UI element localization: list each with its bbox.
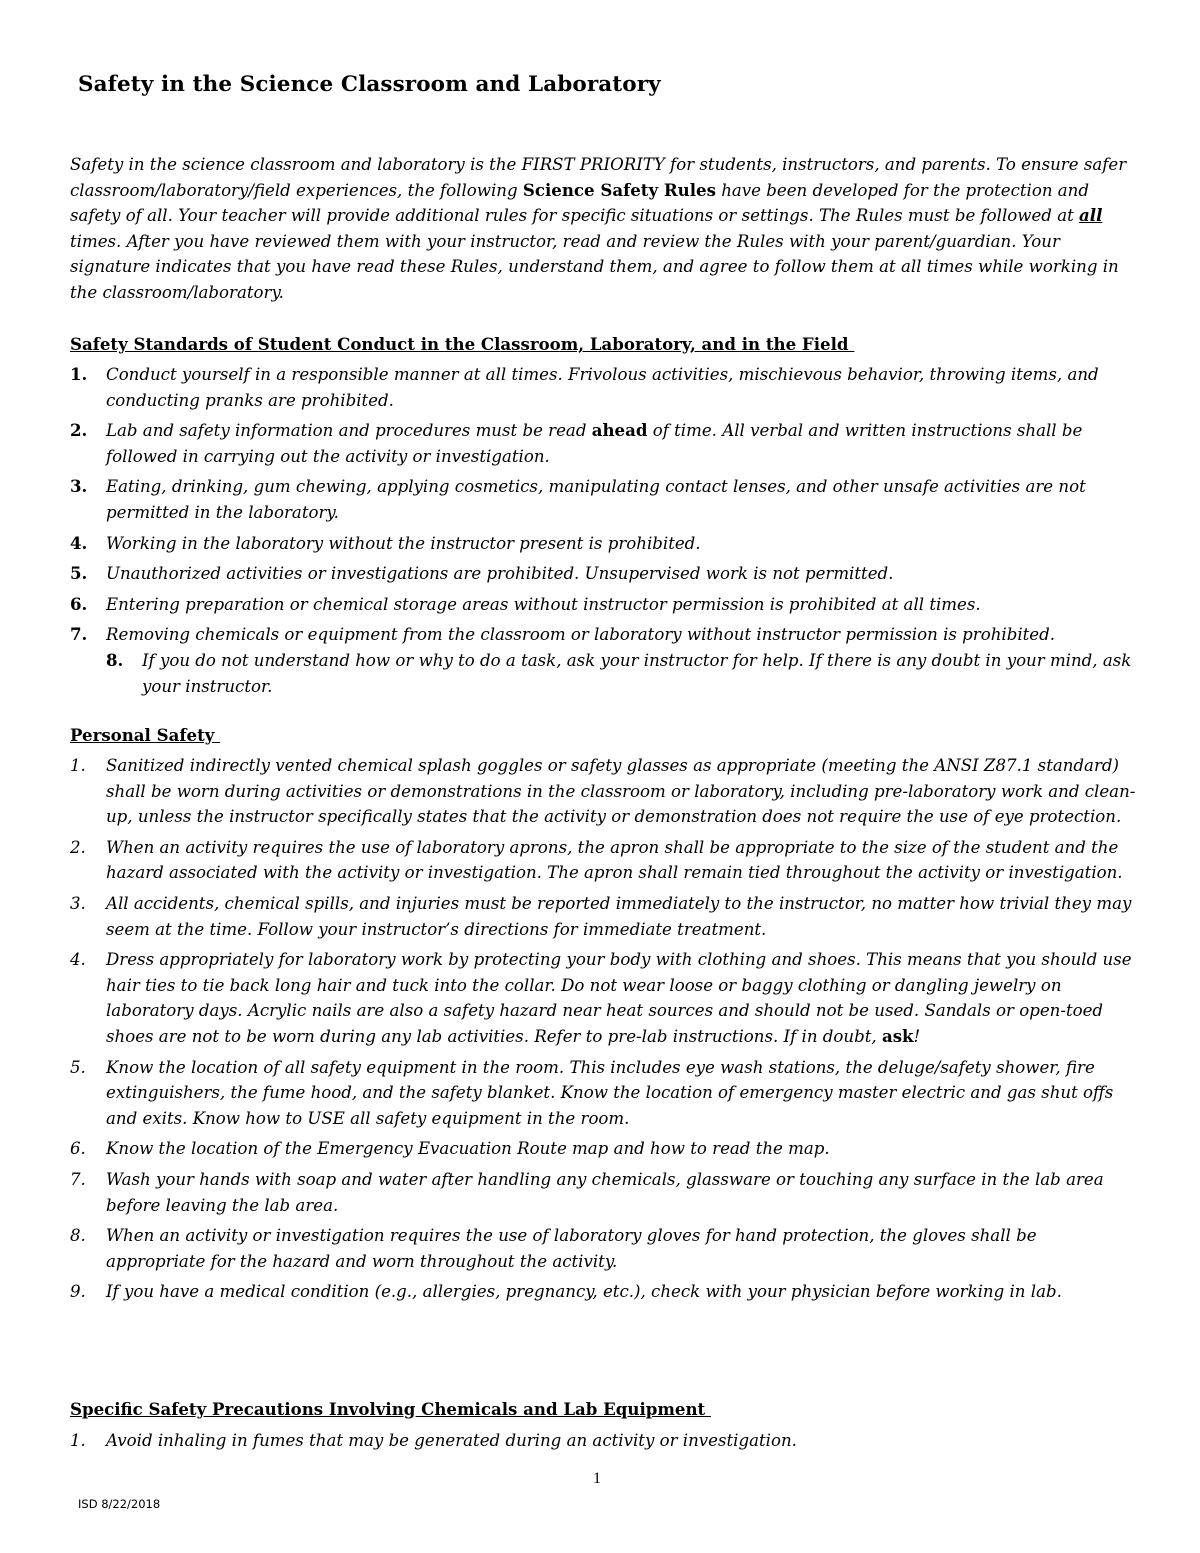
list-item-number: 3. xyxy=(70,476,88,497)
list-item-number: 2. xyxy=(70,837,86,857)
list-item-text: All accidents, chemical spills, and injuries must be reported immediately to the instructor, no matter how trivial they may seem at the time. Follow your instructor’s directions for immediate treatment. xyxy=(106,893,1132,939)
list-item xyxy=(70,474,1140,525)
list-item-text: Sanitized indirectly vented chemical splash goggles or safety glasses as appropriate (meeting the ANSI Z87.1 standard) shall be worn during activities or demonstrations in the classroom or laboratory, including pre-laboratory work and clean-up, unless the instructor specifically states that the activity or demonstration does not require the use of eye protection. xyxy=(106,756,1136,827)
list-item-number: 7. xyxy=(70,624,88,645)
list-item xyxy=(70,592,1140,618)
intro-text-3: times. After you have reviewed them with your instructor, read and review the Rules with your parent/guardian. Your signature indicates that you have read these Rules, understand them, and agree to follow them at all times while working in the classroom/laboratory. xyxy=(70,231,1119,302)
list-item-number: 3. xyxy=(70,893,86,913)
list-item-text: Unauthorized activities or investigations are prohibited. Unsupervised work is not permitted. xyxy=(106,564,894,584)
list-item xyxy=(70,531,1140,557)
list-item xyxy=(70,362,1140,413)
list-item-text: Know the location of all safety equipment in the room. This includes eye wash stations, the deluge/safety shower, fire extinguishers, the fume hood, and the safety blanket. Know the location of emergency master electric and gas shut offs and exits. Know how to USE all safety equipment in the room. xyxy=(106,1057,1114,1128)
personal-safety-list xyxy=(70,753,1140,1310)
list-item-text: Removing chemicals or equipment from the classroom or laboratory without instructor permission is prohibited. xyxy=(106,625,1056,645)
list-item-text: Lab and safety information and procedures must be read xyxy=(106,421,592,441)
list-item-text: ! xyxy=(913,1026,921,1046)
list-item-number: 1. xyxy=(70,756,86,775)
list-item xyxy=(70,1167,1140,1218)
list-item-text: Working in the laboratory without the instructor present is prohibited. xyxy=(106,533,701,553)
list-item-text: If you do not understand how or why to do a task, ask your instructor for help. If there is any doubt in your mind, ask your instructor. xyxy=(142,650,1132,696)
chemical-precautions-list xyxy=(70,1428,1140,1459)
list-item-number: 1. xyxy=(70,364,88,384)
list-item-bold-ahead: ahead xyxy=(591,420,648,441)
list-item-text: Conduct yourself in a responsible manner at all times. Frivolous activities, mischievous behavior, throwing items, and conducting pranks are prohibited. xyxy=(106,365,1099,410)
list-item-text: of time. All verbal and written instructions shall be followed in carrying out the activity or investigation. xyxy=(106,421,1083,466)
section-heading-chemicals-equipment: Specific Safety Precautions Involving Chemicals and Lab Equipment xyxy=(70,1399,711,1419)
list-item xyxy=(70,1428,1140,1454)
list-item-text: Know the location of the Emergency Evacuation Route map and how to read the map. xyxy=(106,1139,830,1159)
list-item-text: Wash your hands with soap and water after handling any chemicals, glassware or touching any surface in the lab area before leaving the lab area. xyxy=(106,1169,1104,1215)
list-item xyxy=(70,1136,1140,1162)
list-item-number: 1. xyxy=(70,1431,86,1450)
list-item xyxy=(70,1055,1140,1132)
list-item xyxy=(70,622,1140,648)
conduct-rules-list xyxy=(70,362,1140,704)
list-item-number: 2. xyxy=(70,420,88,441)
intro-all-emphasis: all xyxy=(1079,205,1103,226)
list-item-text: Avoid inhaling in fumes that may be generated during an activity or investigation. xyxy=(106,1431,797,1450)
list-item-text: If you have a medical condition (e.g., allergies, pregnancy, etc.), check with your physician before working in lab. xyxy=(106,1282,1062,1302)
list-item xyxy=(70,561,1140,587)
list-item xyxy=(70,1223,1140,1274)
list-item-text: Entering preparation or chemical storage areas without instructor permission is prohibited at all times. xyxy=(106,594,981,614)
list-item-number: 9. xyxy=(70,1282,86,1302)
list-item-number: 8. xyxy=(70,1226,86,1246)
list-item-number: 4. xyxy=(70,532,88,553)
page-number: 1 xyxy=(593,1470,601,1487)
list-item xyxy=(70,947,1140,1049)
intro-paragraph xyxy=(70,152,1140,306)
footer-date: ISD 8/22/2018 xyxy=(78,1497,161,1511)
intro-bold-rules: Science Safety Rules xyxy=(522,179,716,200)
intro-text-1: Safety in the science classroom and laboratory is the FIRST PRIORITY for students, instructors, and parents. To ensure safer classroom/laboratory/field experiences, the following xyxy=(70,155,1127,200)
list-item-number: 4. xyxy=(70,950,86,970)
list-item xyxy=(70,835,1140,886)
list-item-number: 5. xyxy=(70,563,88,584)
list-item-number: 6. xyxy=(70,593,88,614)
section-heading-conduct: Safety Standards of Student Conduct in the Classroom, Laboratory, and in the Field xyxy=(70,334,855,354)
list-item xyxy=(70,648,1140,699)
list-item-text: When an activity requires the use of laboratory aprons, the apron shall be appropriate to the size of the student and the hazard associated with the activity or investigation. The apron shall remain tied throughout the activity or investigation. xyxy=(106,837,1123,883)
list-item-text: Eating, drinking, gum chewing, applying cosmetics, manipulating contact lenses, and other unsafe activities are not permitted in the laboratory. xyxy=(106,477,1086,522)
intro-text-2: have been developed for the protection and safety of all. Your teacher will provide additional rules for specific situations or settings. The Rules must be followed at xyxy=(70,180,1089,226)
list-item-number: 8. xyxy=(106,649,124,670)
section-heading-personal-safety: Personal Safety xyxy=(70,725,221,745)
list-item-number: 5. xyxy=(70,1057,86,1077)
list-item xyxy=(70,418,1140,469)
list-item-bold-ask: ask xyxy=(881,1025,914,1046)
list-item xyxy=(70,753,1140,830)
list-item-number: 6. xyxy=(70,1139,86,1159)
list-item xyxy=(70,891,1140,942)
list-item-text: Dress appropriately for laboratory work by protecting your body with clothing and shoes. This means that you should use hair ties to tie back long hair and tuck into the collar. Do not wear loose or baggy clothing or dangling jewelry on laboratory days. Acrylic nails are also a safety hazard near heat sources and should not be used. Sandals or open-toed shoes are not to be worn during any lab activities. Refer to pre-lab instructions. If in doubt, xyxy=(106,950,1132,1046)
list-item-text: When an activity or investigation requires the use of laboratory gloves for hand protection, the gloves shall be appropriate for the hazard and worn throughout the activity. xyxy=(106,1226,1037,1271)
list-item-number: 7. xyxy=(70,1169,86,1189)
document-title: Safety in the Science Classroom and Laboratory xyxy=(78,72,661,97)
list-item xyxy=(70,1279,1140,1305)
